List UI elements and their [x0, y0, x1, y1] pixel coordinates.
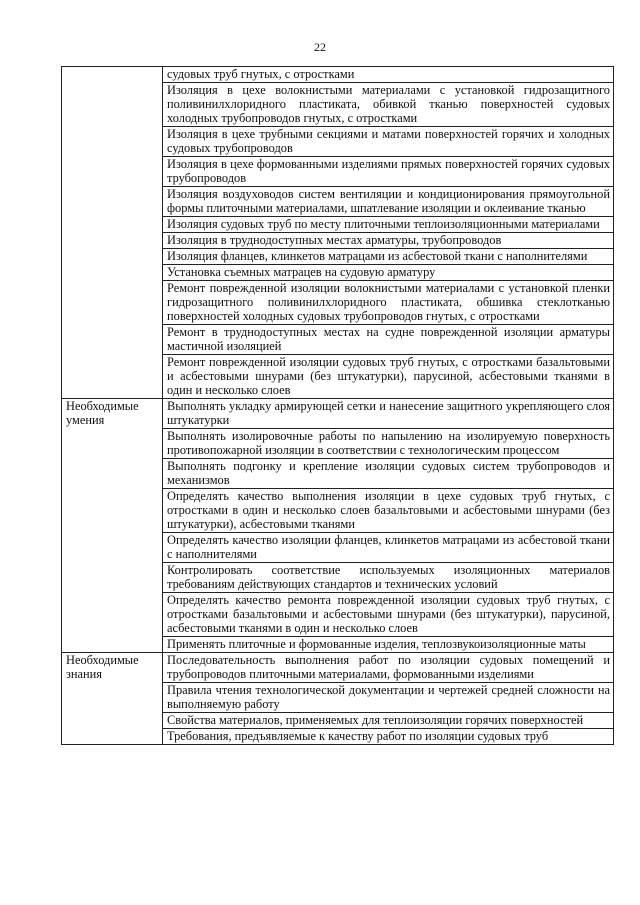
item-text-cell: судовых труб гнутых, с отростками	[163, 67, 614, 83]
item-text-cell: Определять качество ремонта поврежденной изоляции судовых труб гнутых, с отростками базальтовыми и асбестовыми шнурами (без штукатурки), парусиной, асбестовыми тканями в один и несколько слоев	[163, 593, 614, 637]
competency-table	[61, 66, 614, 745]
item-text-cell: Определять качество изоляции фланцев, клинкетов матрацами из асбестовой ткани с наполнителями	[163, 533, 614, 563]
section-label-cell: Необходимые умения	[62, 399, 163, 653]
table-row	[62, 67, 614, 83]
item-text-cell: Ремонт поврежденной изоляции судовых труб гнутых, с отростками базальтовыми и асбестовыми шнурами (без штукатурки), парусиной, асбестовыми тканями в один и несколько слоев	[163, 355, 614, 399]
item-text-cell: Определять качество выполнения изоляции в цехе судовых труб гнутых, с отростками в один и несколько слоев базальтовыми и асбестовыми шнурами (без штукатурки), асбестовыми тканями	[163, 489, 614, 533]
item-text-cell: Выполнять укладку армирующей сетки и нанесение защитного укрепляющего слоя штукатурки	[163, 399, 614, 429]
item-text-cell: Выполнять изолировочные работы по напылению на изолируемую поверхность противопожарной изоляции в соответствии с технологическим процессом	[163, 429, 614, 459]
item-text-cell: Последовательность выполнения работ по изоляции судовых помещений и трубопроводов плиточными материалами, формованными изделиями	[163, 653, 614, 683]
item-text-cell: Изоляция судовых труб по месту плиточными теплоизоляционными материалами	[163, 217, 614, 233]
item-text-cell: Изоляция в цехе трубными секциями и матами поверхностей горячих и холодных судовых трубопроводов	[163, 127, 614, 157]
item-text-cell: Ремонт в труднодоступных местах на судне поврежденной изоляции арматуры мастичной изоляцией	[163, 325, 614, 355]
item-text-cell: Изоляция фланцев, клинкетов матрацами из асбестовой ткани с наполнителями	[163, 249, 614, 265]
item-text-cell: Изоляция в цехе формованными изделиями прямых поверхностей горячих судовых трубопроводов	[163, 157, 614, 187]
item-text-cell: Выполнять подгонку и крепление изоляции судовых систем трубопроводов и механизмов	[163, 459, 614, 489]
item-text-cell: Применять плиточные и формованные изделия, теплозвукоизоляционные маты	[163, 637, 614, 653]
section-label-cell	[62, 67, 163, 399]
table-body	[62, 67, 614, 745]
table-row	[62, 653, 614, 683]
item-text-cell: Требования, предъявляемые к качеству работ по изоляции судовых труб	[163, 729, 614, 745]
section-label-cell: Необходимые знания	[62, 653, 163, 745]
item-text-cell: Изоляция воздуховодов систем вентиляции и кондиционирования прямоугольной формы плиточными материалами, шпатлевание изоляции и оклеивание тканью	[163, 187, 614, 217]
item-text-cell: Правила чтения технологической документации и чертежей средней сложности на выполняемую работу	[163, 683, 614, 713]
item-text-cell: Ремонт поврежденной изоляции волокнистыми материалами с установкой пленки гидрозащитного поливинилхлоридного пластиката, обшивка стеклотканью поверхностей холодных судовых трубопроводов гнутых, с отростками	[163, 281, 614, 325]
table-row	[62, 399, 614, 429]
item-text-cell: Изоляция в цехе волокнистыми материалами с установкой гидрозащитного поливинилхлоридного пластиката, обивкой тканью поверхностей судовых холодных трубопроводов гнутых, с отростками	[163, 83, 614, 127]
item-text-cell: Изоляция в труднодоступных местах арматуры, трубопроводов	[163, 233, 614, 249]
page-number: 22	[314, 40, 326, 54]
item-text-cell: Установка съемных матрацев на судовую арматуру	[163, 265, 614, 281]
item-text-cell: Контролировать соответствие используемых изоляционных материалов требованиям действующих стандартов и технических условий	[163, 563, 614, 593]
item-text-cell: Свойства материалов, применяемых для теплоизоляции горячих поверхностей	[163, 713, 614, 729]
